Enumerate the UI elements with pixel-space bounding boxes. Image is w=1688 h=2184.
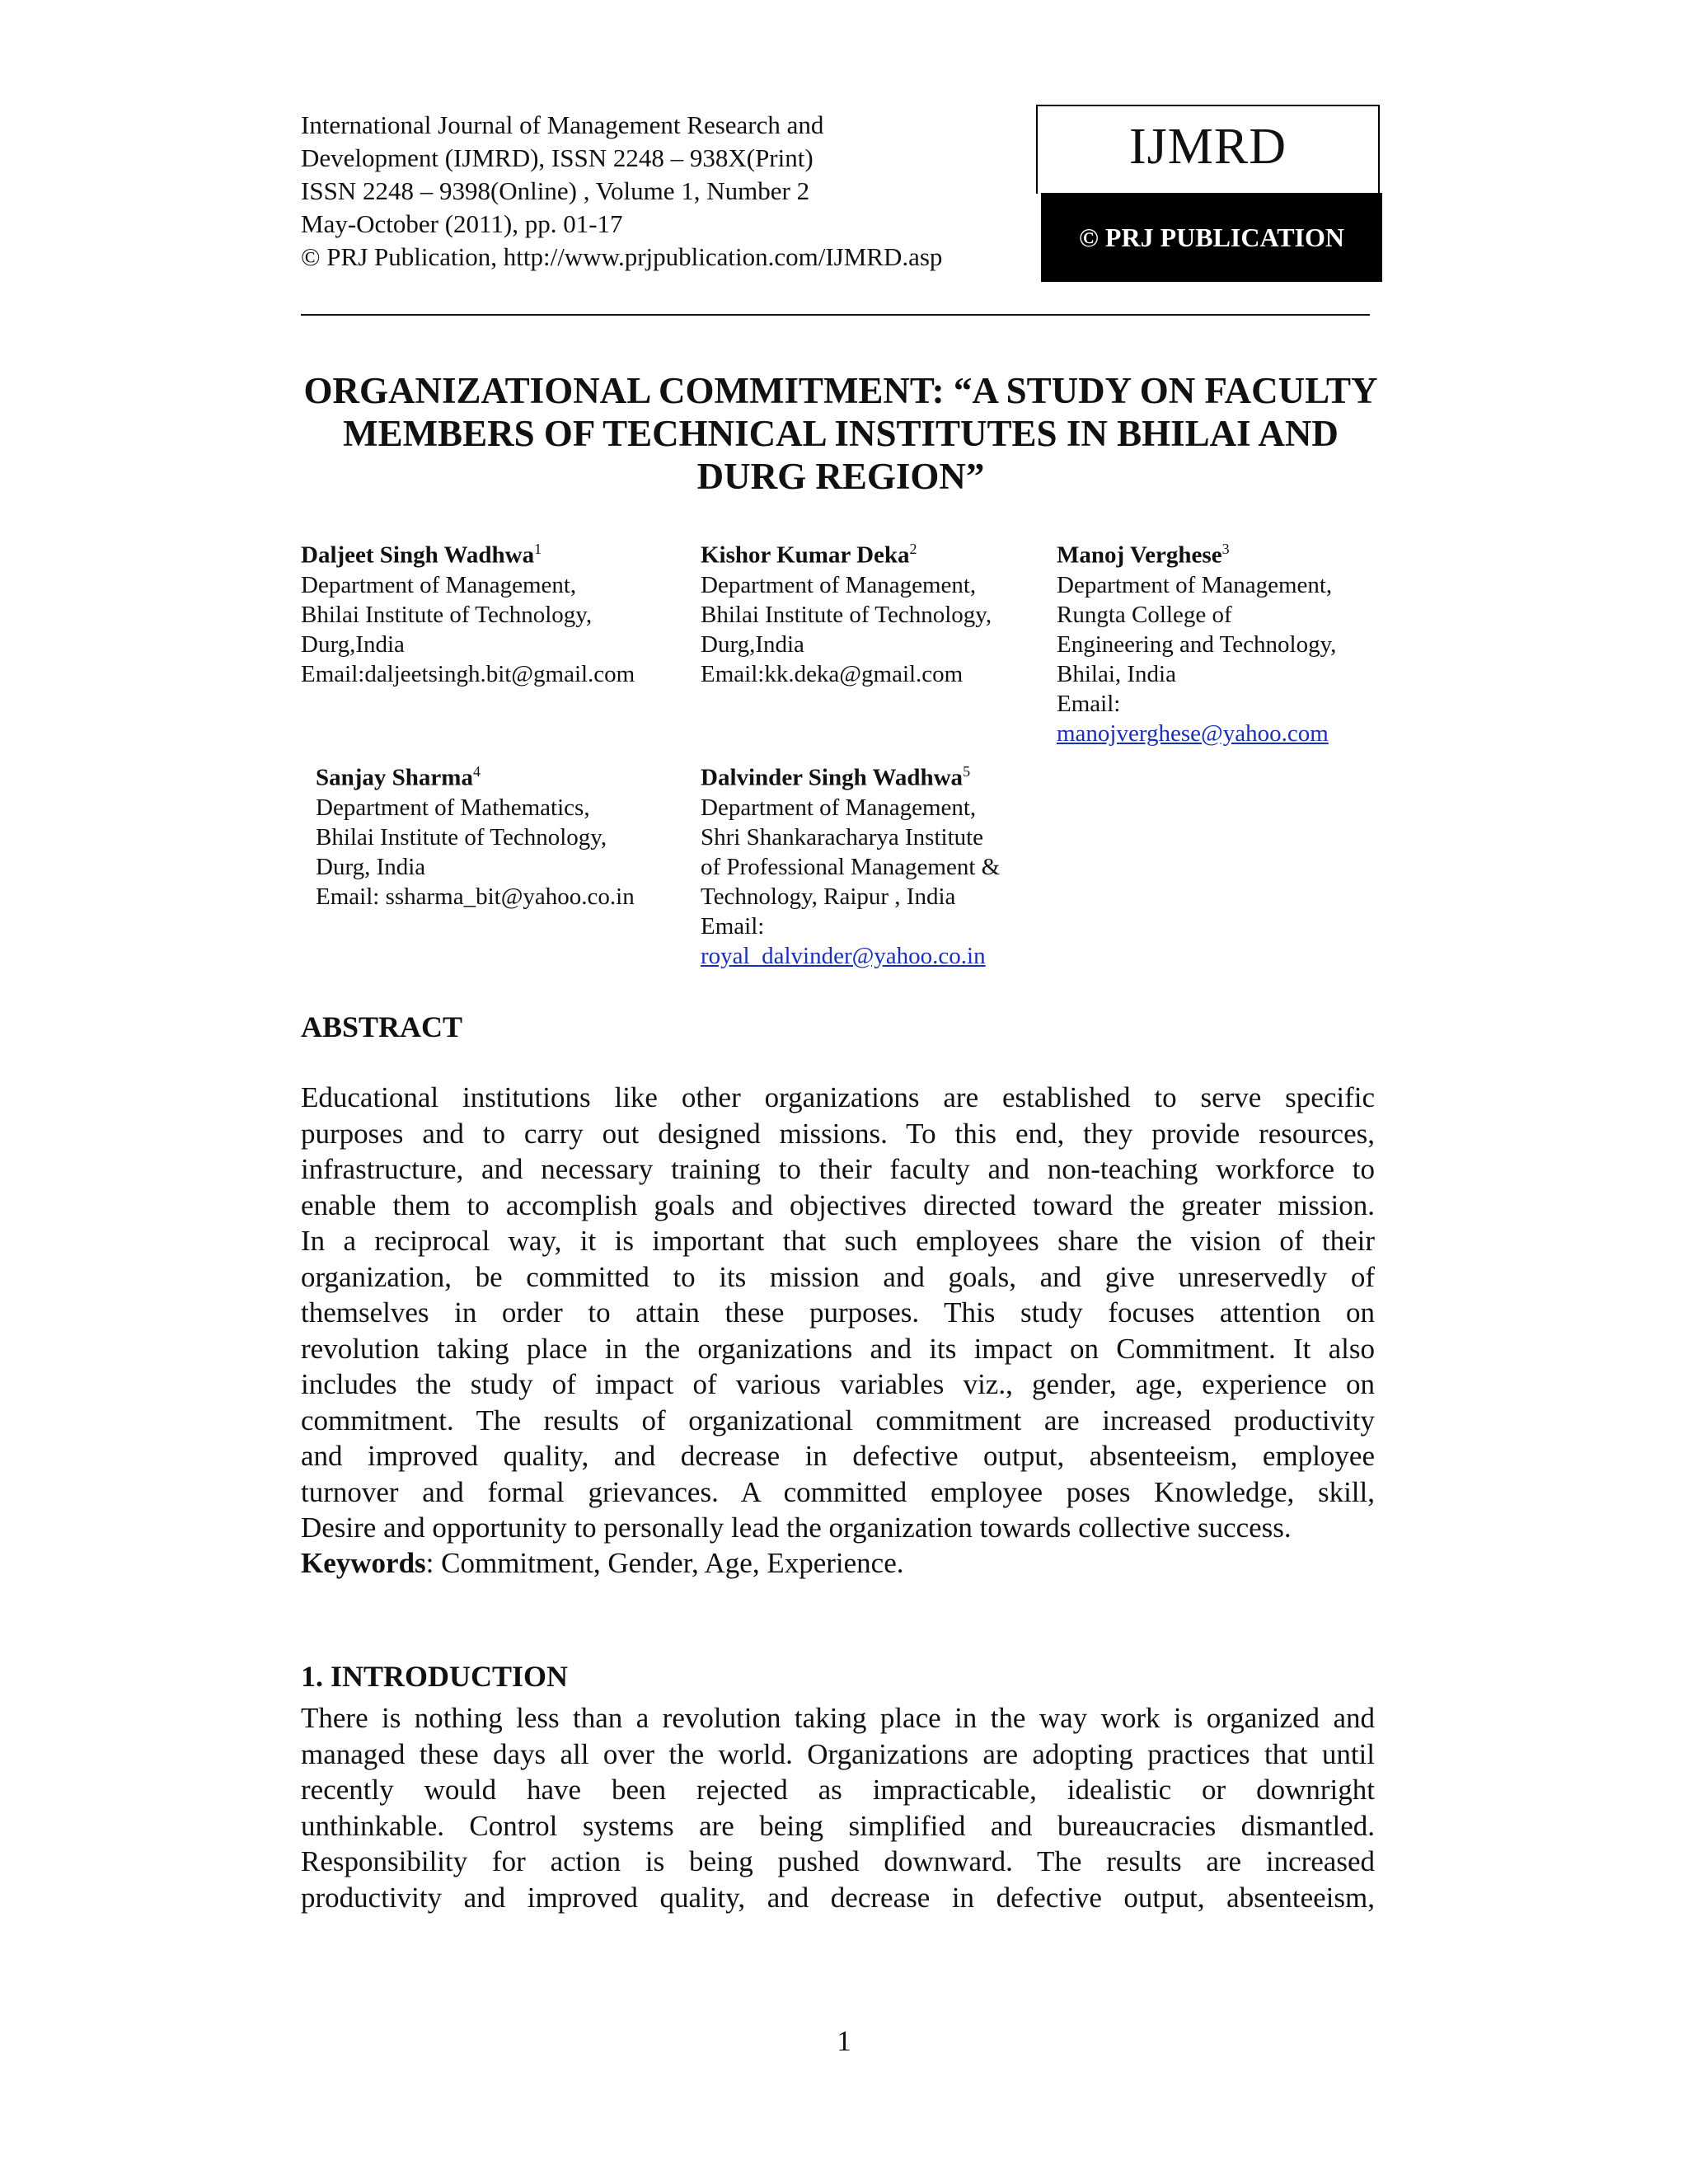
keywords-text: : Commitment, Gender, Age, Experience. [425,1547,904,1579]
journal-info-line: May-October (2011), pp. 01-17 [301,209,623,238]
author-block-2 [701,534,992,689]
author-affiliation-line: Department of Management, [301,571,577,598]
abstract-line: organization, be committed to its mission and goals, and give unreservedly of [301,1260,1375,1293]
author-index: 5 [963,763,971,780]
keywords-label: Keywords [301,1547,426,1579]
author-index: 4 [472,763,481,780]
author-affiliation-line: Rungta College of [1057,601,1232,628]
author-email: Email:daljeetsingh.bit@gmail.com [301,660,635,687]
paper-title-line: DURG REGION” [696,456,985,497]
journal-info-line: International Journal of Management Research and [301,110,824,139]
abstract-line: turnover and formal grievances. A committed employee poses Knowledge, skill, [301,1475,1375,1508]
author-affiliation-line: Department of Management, [701,794,977,821]
author-affiliation-line: of Professional Management & [701,853,1001,880]
abstract-line: revolution taking place in the organizations and its impact on Commitment. It also [301,1332,1375,1365]
author-affiliation-line: Department of Management, [1057,571,1333,598]
author-index: 1 [534,541,542,557]
introduction-line: Responsibility for action is being pushed downward. The results are increased [301,1845,1375,1877]
introduction-line: productivity and improved quality, and decrease in defective output, absenteeism, [301,1881,1375,1914]
author-name: Dalvinder Singh Wadhwa [701,764,964,791]
brand-title-box [1036,105,1380,194]
author-affiliation-line: Technology, Raipur , India [701,883,956,910]
author-email: Email: ssharma_bit@yahoo.co.in [316,883,635,910]
author-index: 3 [1221,541,1230,557]
author-affiliation-line: Durg,India [301,630,405,658]
brand-title: IJMRD [1128,119,1287,175]
author-email-link[interactable]: manojverghese@yahoo.com [1057,719,1329,747]
journal-info [301,109,942,274]
introduction-line: unthinkable. Control systems are being simplified and bureaucracies dismantled. [301,1809,1375,1842]
author-block-4 [316,757,635,912]
header-divider [301,314,1370,316]
author-email-label: Email: [1057,690,1121,717]
abstract-line: themselves in order to attain these purposes. This study focuses attention on [301,1296,1375,1329]
abstract-body [301,1080,1375,1546]
author-name: Daljeet Singh Wadhwa [301,541,535,569]
abstract-line: purposes and to carry out designed missions. To this end, they provide resources, [301,1117,1375,1150]
author-block-1 [301,534,635,689]
author-affiliation-line: Durg,India [701,630,804,658]
journal-info-line: Development (IJMRD), ISSN 2248 – 938X(Print) [301,143,814,172]
abstract-line: In a reciprocal way, it is important that such employees share the vision of their [301,1225,1375,1257]
author-email: Email:kk.deka@gmail.com [701,660,964,687]
paper-title-line: ORGANIZATIONAL COMMITMENT: “A STUDY ON FACULTY [303,370,1378,411]
author-name: Sanjay Sharma [316,764,473,791]
author-email-link[interactable]: royal_dalvinder@yahoo.co.in [701,942,986,969]
abstract-line: infrastructure, and necessary training to their faculty and non-teaching workforce to [301,1153,1375,1185]
page-number: 1 [837,2025,851,2057]
author-name: Manoj Verghese [1057,541,1222,569]
author-affiliation-line: Durg, India [316,853,426,880]
journal-info-line: © PRJ Publication, http://www.prjpublication.com/IJMRD.asp [301,242,943,271]
author-affiliation-line: Shri Shankaracharya Institute [701,823,984,851]
introduction-line: recently would have been rejected as impracticable, idealistic or downright [301,1774,1375,1806]
journal-info-line: ISSN 2248 – 9398(Online) , Volume 1, Number 2 [301,176,810,205]
author-block-5 [701,757,1000,971]
keywords [301,1547,903,1580]
author-affiliation-line: Bhilai Institute of Technology, [701,601,992,628]
publisher-badge: © PRJ PUBLICATION [1041,193,1382,282]
author-affiliation-line: Engineering and Technology, [1057,630,1337,658]
author-block-3 [1057,534,1336,748]
introduction-line: managed these days all over the world. Organizations are adopting practices that until [301,1737,1375,1770]
author-affiliation-line: Department of Management, [701,571,977,598]
introduction-heading: 1. INTRODUCTION [301,1660,569,1693]
abstract-heading: ABSTRACT [301,1010,463,1043]
introduction-line: There is nothing less than a revolution taking place in the way work is organized and [301,1702,1375,1734]
abstract-line: enable them to accomplish goals and objectives directed toward the greater mission. [301,1188,1375,1221]
introduction-body [301,1700,1375,1915]
abstract-line: and improved quality, and decrease in defective output, absenteeism, employee [301,1440,1375,1472]
abstract-line: commitment. The results of organizational commitment are increased productivity [301,1404,1375,1436]
author-email-label: Email: [701,912,765,940]
author-affiliation-line: Bhilai, India [1057,660,1176,687]
paper-title [301,369,1381,498]
abstract-line: Educational institutions like other organizations are established to serve specific [301,1081,1375,1113]
author-name: Kishor Kumar Deka [701,541,910,569]
journal-brand-box [1036,105,1382,282]
author-affiliation-line: Bhilai Institute of Technology, [301,601,593,628]
author-affiliation-line: Bhilai Institute of Technology, [316,823,607,851]
paper-title-line: MEMBERS OF TECHNICAL INSTITUTES IN BHILAI AND [343,413,1339,454]
abstract-line: includes the study of impact of various variables viz., gender, age, experience on [301,1368,1375,1400]
author-index: 2 [909,541,917,557]
abstract-line: Desire and opportunity to personally lead the organization towards collective success. [301,1511,1292,1544]
author-affiliation-line: Department of Mathematics, [316,794,590,821]
